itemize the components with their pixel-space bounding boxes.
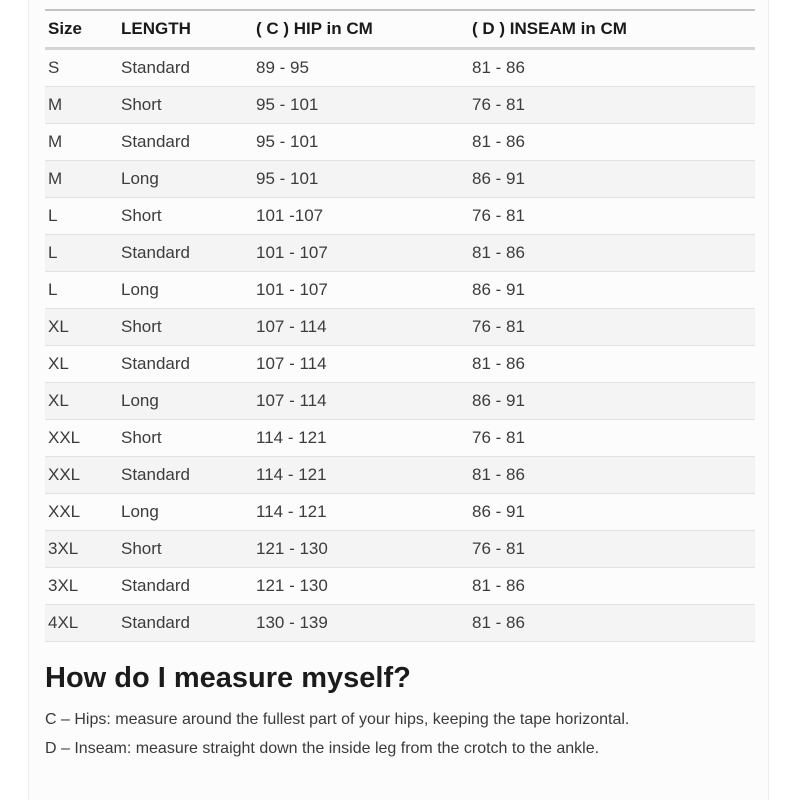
inseam-cell: 81 - 86 bbox=[469, 49, 755, 87]
size-guide-panel bbox=[28, 0, 769, 800]
hip-cell: 114 - 121 bbox=[253, 420, 469, 457]
length-cell: Standard bbox=[118, 346, 253, 383]
length-cell: Long bbox=[118, 494, 253, 531]
length-cell: Standard bbox=[118, 235, 253, 272]
hip-cell: 130 - 139 bbox=[253, 605, 469, 642]
length-cell: Long bbox=[118, 383, 253, 420]
column-header-length: LENGTH bbox=[118, 10, 253, 49]
header-row bbox=[45, 10, 755, 49]
size-cell: 3XL bbox=[45, 568, 118, 605]
table-row bbox=[45, 272, 755, 309]
table-row bbox=[45, 457, 755, 494]
table-row bbox=[45, 383, 755, 420]
inseam-cell: 81 - 86 bbox=[469, 605, 755, 642]
inseam-cell: 81 - 86 bbox=[469, 457, 755, 494]
size-cell: XL bbox=[45, 309, 118, 346]
size-cell: XXL bbox=[45, 494, 118, 531]
hip-cell: 107 - 114 bbox=[253, 309, 469, 346]
size-cell: XXL bbox=[45, 457, 118, 494]
inseam-cell: 76 - 81 bbox=[469, 420, 755, 457]
size-cell: M bbox=[45, 161, 118, 198]
size-cell: L bbox=[45, 235, 118, 272]
table-row bbox=[45, 198, 755, 235]
measure-instruction-inseam: D – Inseam: measure straight down the inside leg from the crotch to the ankle. bbox=[45, 740, 600, 757]
measure-instruction-hips: C – Hips: measure around the fullest part of your hips, keeping the tape horizontal. bbox=[45, 711, 630, 728]
table-row bbox=[45, 87, 755, 124]
hip-cell: 121 - 130 bbox=[253, 568, 469, 605]
table-row bbox=[45, 494, 755, 531]
inseam-cell: 81 - 86 bbox=[469, 124, 755, 161]
table-row bbox=[45, 420, 755, 457]
inseam-cell: 76 - 81 bbox=[469, 87, 755, 124]
table-row bbox=[45, 161, 755, 198]
size-cell: M bbox=[45, 124, 118, 161]
length-cell: Standard bbox=[118, 49, 253, 87]
length-cell: Long bbox=[118, 161, 253, 198]
length-cell: Short bbox=[118, 198, 253, 235]
column-header-inseam: ( D ) INSEAM in CM bbox=[469, 10, 755, 49]
inseam-cell: 76 - 81 bbox=[469, 309, 755, 346]
hip-cell: 95 - 101 bbox=[253, 161, 469, 198]
inseam-cell: 76 - 81 bbox=[469, 198, 755, 235]
size-cell: XL bbox=[45, 383, 118, 420]
size-cell: 4XL bbox=[45, 605, 118, 642]
table-row bbox=[45, 235, 755, 272]
length-cell: Short bbox=[118, 531, 253, 568]
table-row bbox=[45, 309, 755, 346]
length-cell: Standard bbox=[118, 457, 253, 494]
length-cell: Short bbox=[118, 420, 253, 457]
table-row bbox=[45, 531, 755, 568]
hip-cell: 95 - 101 bbox=[253, 87, 469, 124]
table-row bbox=[45, 49, 755, 87]
hip-cell: 95 - 101 bbox=[253, 124, 469, 161]
column-header-hip: ( C ) HIP in CM bbox=[253, 10, 469, 49]
table-row bbox=[45, 568, 755, 605]
length-cell: Standard bbox=[118, 568, 253, 605]
length-cell: Short bbox=[118, 87, 253, 124]
table-row bbox=[45, 124, 755, 161]
hip-cell: 101 - 107 bbox=[253, 272, 469, 309]
inseam-cell: 81 - 86 bbox=[469, 568, 755, 605]
size-cell: L bbox=[45, 198, 118, 235]
length-cell: Standard bbox=[118, 124, 253, 161]
length-cell: Long bbox=[118, 272, 253, 309]
length-cell: Short bbox=[118, 309, 253, 346]
hip-cell: 114 - 121 bbox=[253, 494, 469, 531]
inseam-cell: 86 - 91 bbox=[469, 494, 755, 531]
hip-cell: 107 - 114 bbox=[253, 383, 469, 420]
inseam-cell: 86 - 91 bbox=[469, 383, 755, 420]
column-header-size: Size bbox=[45, 10, 118, 49]
table-row bbox=[45, 605, 755, 642]
size-cell: S bbox=[45, 49, 118, 87]
size-cell: XXL bbox=[45, 420, 118, 457]
size-cell: M bbox=[45, 87, 118, 124]
inseam-cell: 86 - 91 bbox=[469, 161, 755, 198]
hip-cell: 107 - 114 bbox=[253, 346, 469, 383]
size-chart-header bbox=[45, 10, 755, 49]
length-cell: Standard bbox=[118, 605, 253, 642]
hip-cell: 121 - 130 bbox=[253, 531, 469, 568]
hip-cell: 89 - 95 bbox=[253, 49, 469, 87]
inseam-cell: 76 - 81 bbox=[469, 531, 755, 568]
hip-cell: 101 -107 bbox=[253, 198, 469, 235]
table-row bbox=[45, 346, 755, 383]
size-cell: 3XL bbox=[45, 531, 118, 568]
measure-heading: How do I measure myself? bbox=[45, 662, 411, 694]
inseam-cell: 81 - 86 bbox=[469, 346, 755, 383]
hip-cell: 101 - 107 bbox=[253, 235, 469, 272]
hip-cell: 114 - 121 bbox=[253, 457, 469, 494]
size-cell: L bbox=[45, 272, 118, 309]
size-cell: XL bbox=[45, 346, 118, 383]
inseam-cell: 86 - 91 bbox=[469, 272, 755, 309]
size-chart-table bbox=[45, 9, 755, 642]
inseam-cell: 81 - 86 bbox=[469, 235, 755, 272]
size-chart-body bbox=[45, 49, 755, 642]
